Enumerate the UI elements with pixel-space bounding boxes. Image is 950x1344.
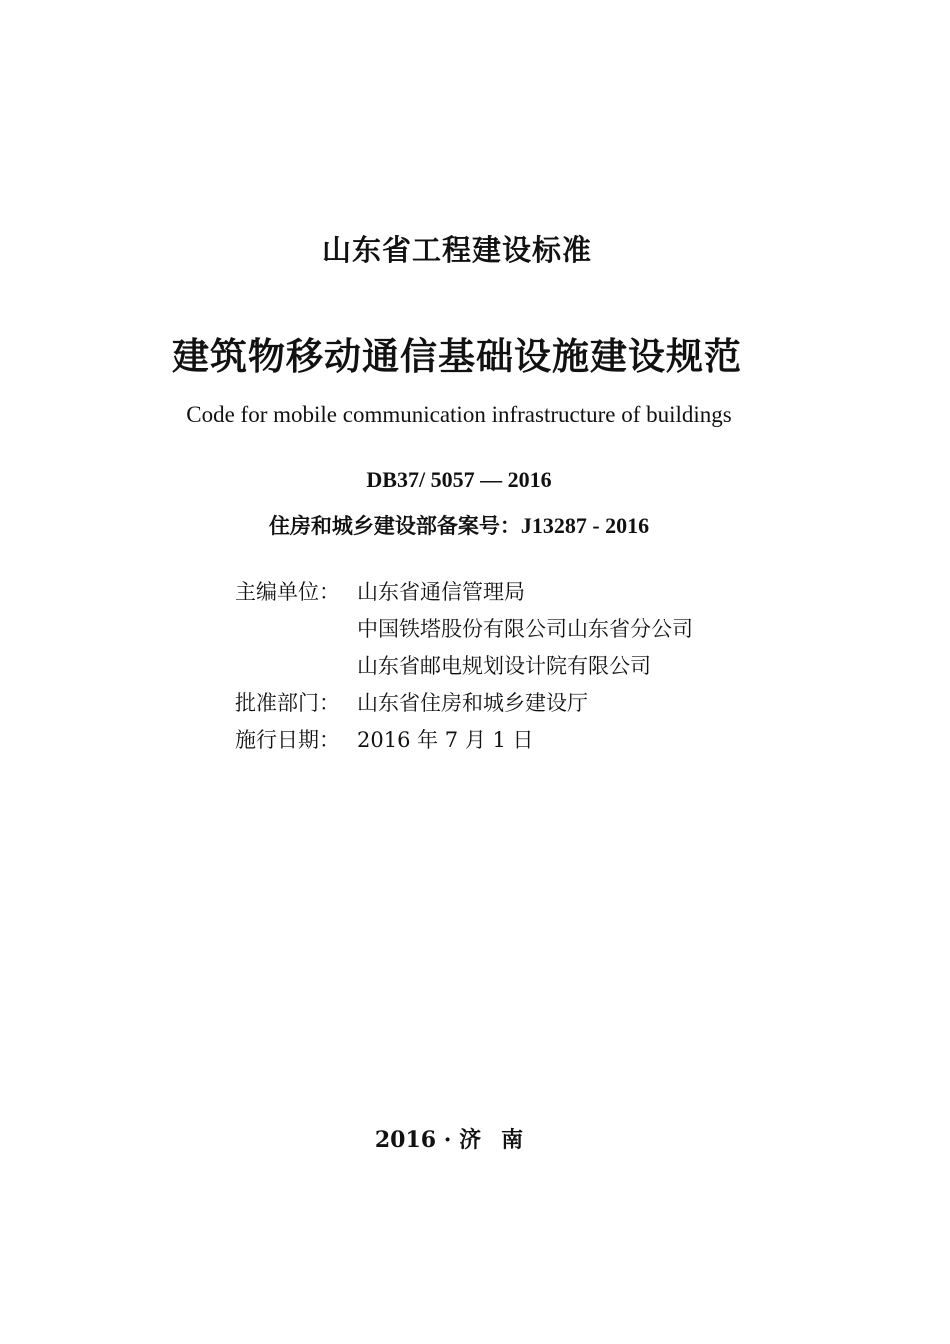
standard-number: DB37/ 5057 — 2016: [366, 467, 552, 492]
document-title-zh: 建筑物移动通信基础设施建设规范: [172, 334, 742, 378]
editor-item: 山东省通信管理局: [357, 580, 525, 604]
document-info-block: [235, 574, 693, 759]
record-number-line: [0, 510, 934, 540]
footer-year: 2016: [374, 1127, 437, 1153]
approver-label: 批准部门：: [235, 691, 340, 715]
editor-item: 山东省邮电规划设计院有限公司: [357, 654, 651, 678]
footer-separator: ·: [443, 1127, 452, 1153]
approver-row: [235, 685, 693, 722]
document-title-en: Code for mobile communication infrastructure of buildings: [186, 402, 732, 427]
standard-series: 山东省工程建设标准: [321, 233, 592, 267]
publication-footer: [0, 1123, 934, 1154]
effective-date-row: [235, 722, 693, 759]
approver-value: 山东省住房和城乡建设厅: [357, 691, 588, 715]
editor-row: [235, 574, 693, 685]
editor-label: 主编单位：: [235, 580, 340, 604]
effective-date-label: 施行日期：: [235, 728, 340, 752]
record-label: 住房和城乡建设部备案号：: [268, 514, 521, 538]
effective-date-value: 2016 年 7 月 1 日: [357, 728, 534, 752]
editor-item: 中国铁塔股份有限公司山东省分公司: [357, 617, 693, 641]
record-value: J13287 - 2016: [520, 513, 650, 538]
editor-list: [357, 574, 693, 685]
footer-city: 济南: [459, 1127, 544, 1153]
